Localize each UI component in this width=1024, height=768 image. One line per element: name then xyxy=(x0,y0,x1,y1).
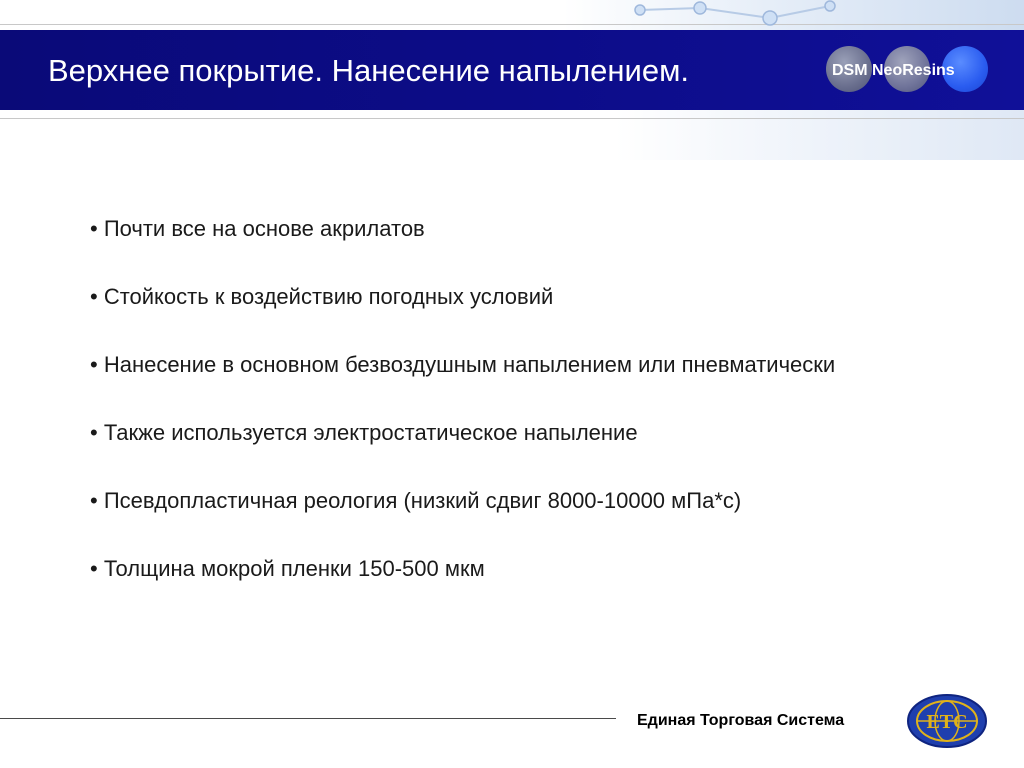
slide-title: Верхнее покрытие. Нанесение напылением. xyxy=(48,53,689,88)
bullet-list xyxy=(90,212,910,620)
bullet-item: • Стойкость к воздействию погодных условий xyxy=(90,284,554,309)
brand-logo-text: DSM NeoResins xyxy=(832,62,955,79)
under-header-divider xyxy=(0,118,1024,119)
bullet-item: • Также используется электростатическое напыление xyxy=(90,420,638,445)
bullet-item: • Нанесение в основном безвоздушным напылением или пневматически xyxy=(90,352,836,377)
footer-divider xyxy=(0,718,616,719)
company-logo xyxy=(906,693,988,749)
footer-company-name: Единая Торговая Система xyxy=(637,712,845,729)
bullet-item: • Почти все на основе акрилатов xyxy=(90,216,425,241)
bullet-item: • Толщина мокрой пленки 150-500 мкм xyxy=(90,556,485,581)
bullet-item: • Псевдопластичная реология (низкий сдвиг 8000-10000 мПа*с) xyxy=(90,488,742,513)
logo-letters: ЕТС xyxy=(926,711,968,733)
